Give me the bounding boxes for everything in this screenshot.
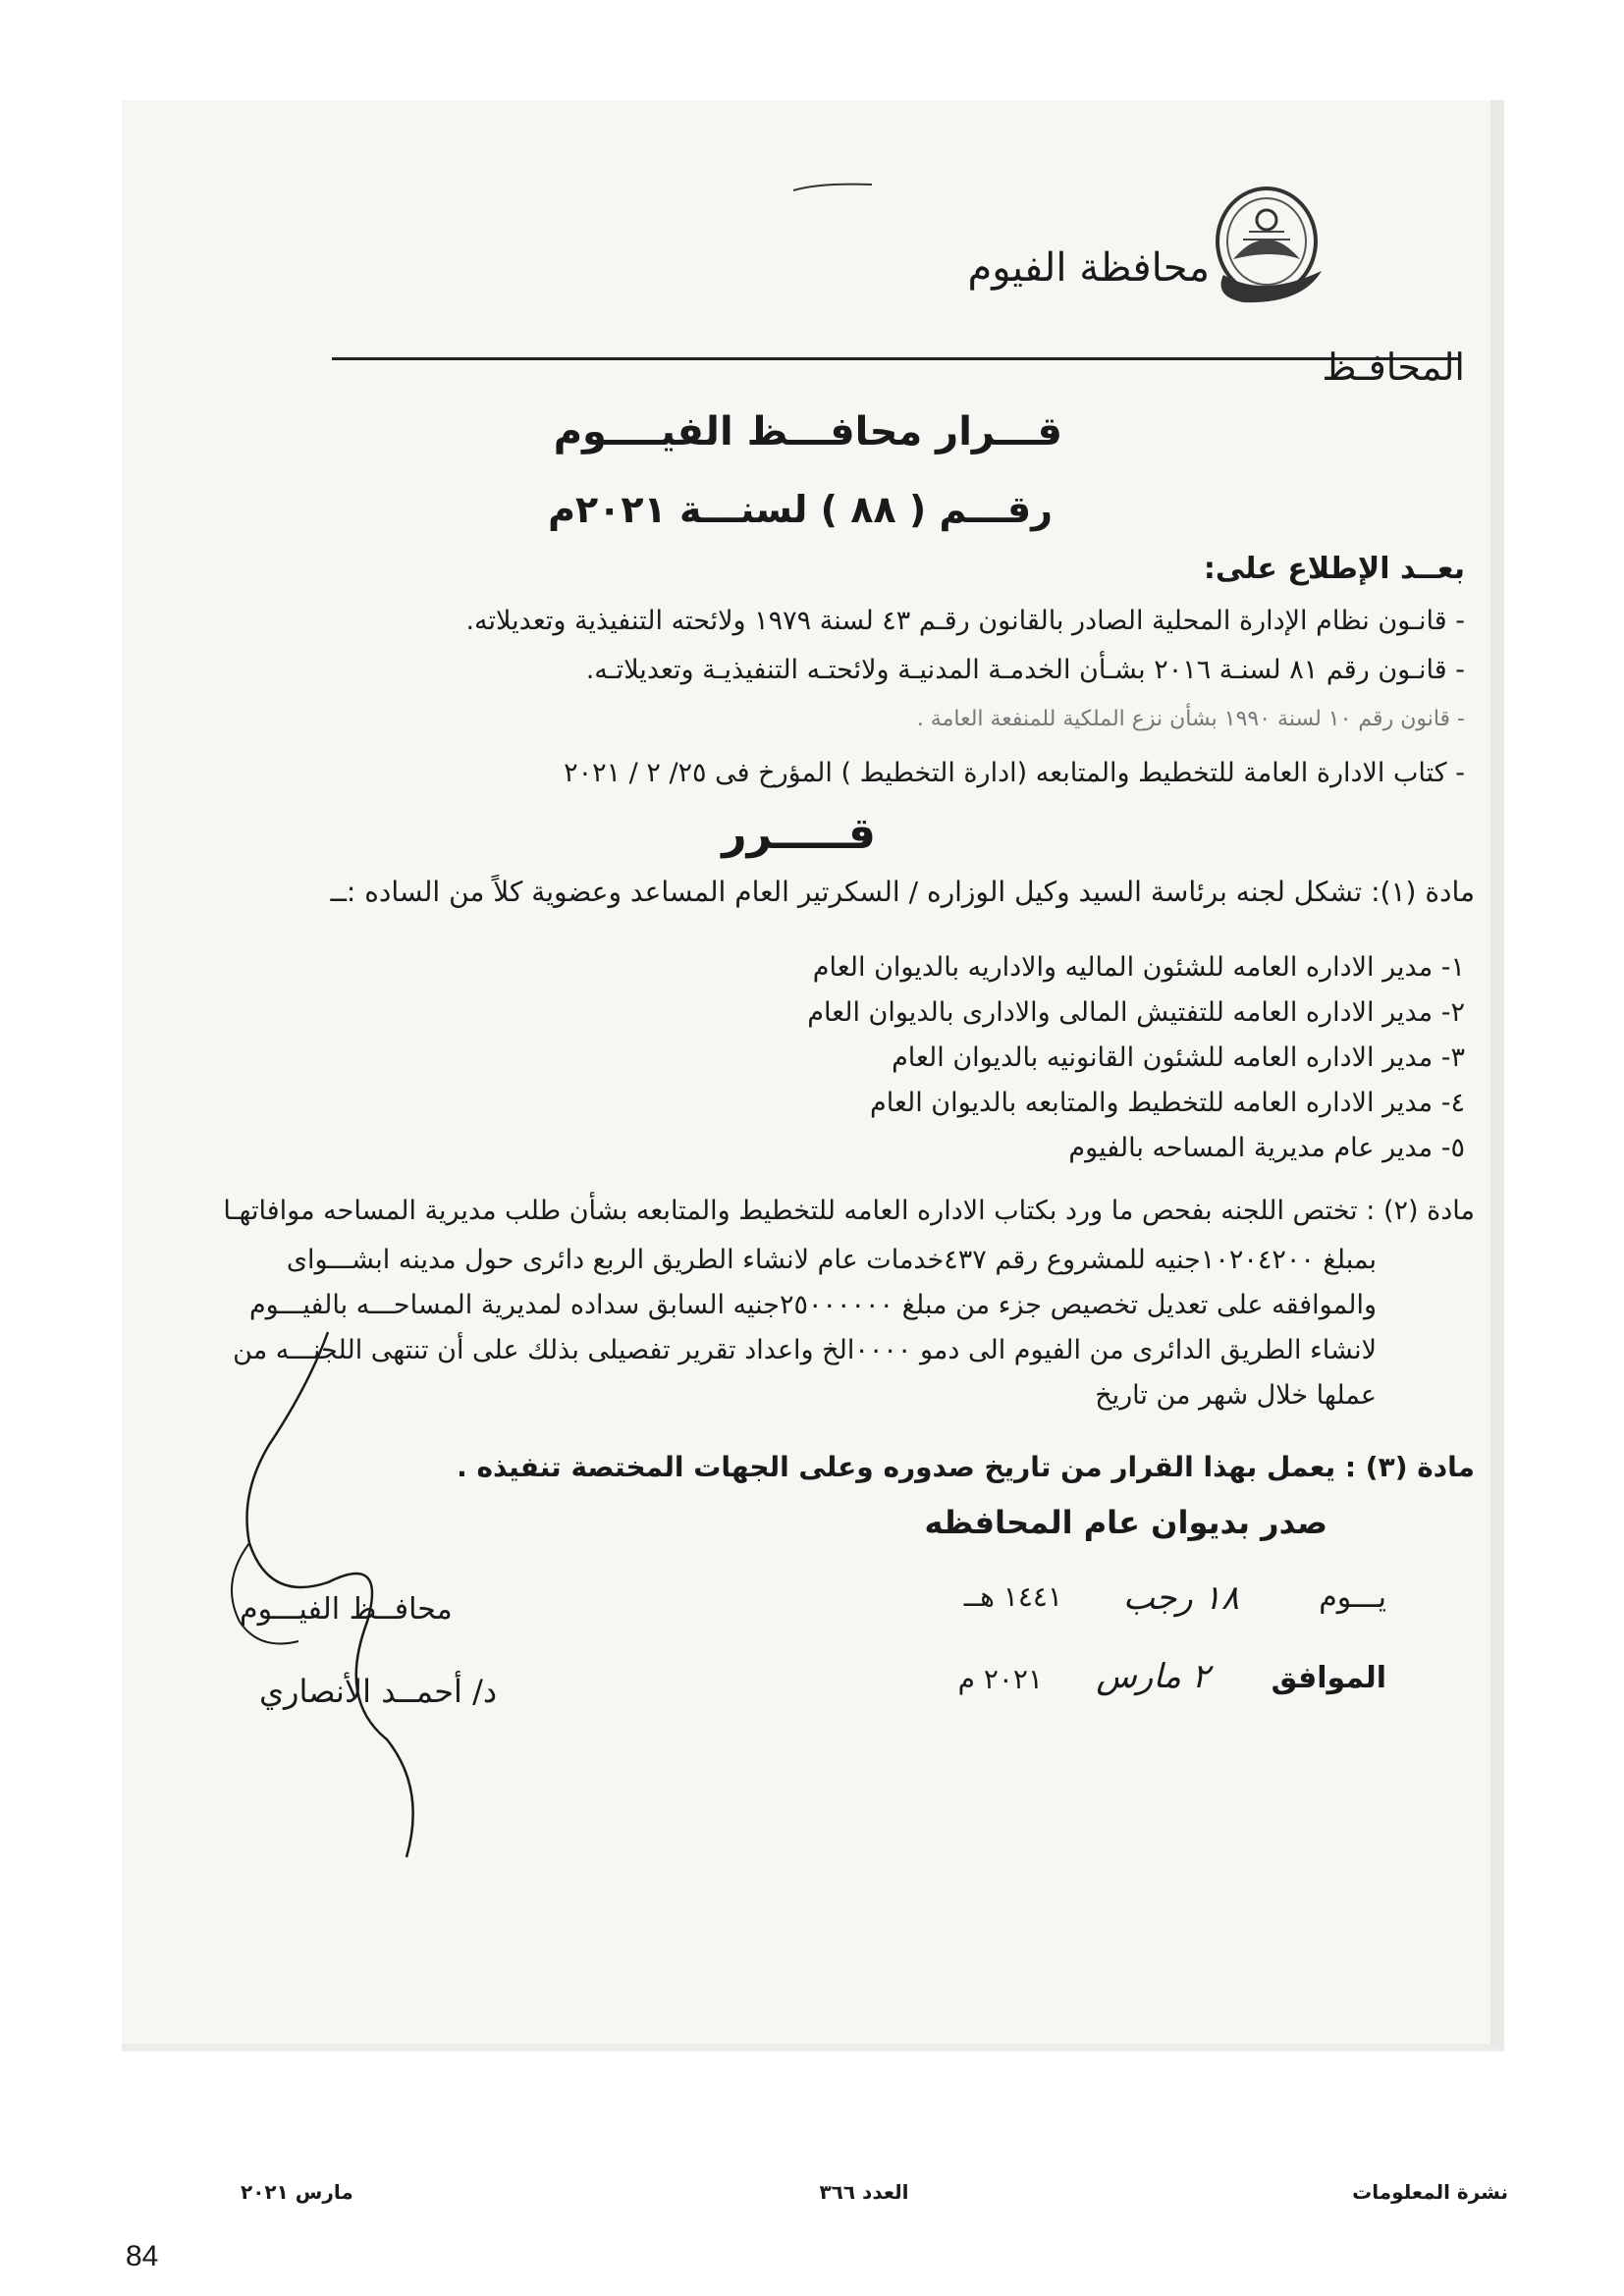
decision-number: رقـــم ( ٨٨ ) لسنـــة ٢٠٢١م <box>548 488 1053 531</box>
page-number: 84 <box>126 2240 159 2272</box>
header-rule <box>332 357 1461 360</box>
decision-title: قـــرار محافـــظ الفيــــوم <box>553 409 1062 454</box>
after-review-heading: بعــد الإطلاع على: <box>1203 552 1465 586</box>
scanned-decree <box>122 100 1504 2052</box>
signatory-name: د/ أحمــد الأنصاري <box>259 1673 498 1710</box>
hijri-date-handwritten: ١٨ رجب <box>1122 1578 1239 1618</box>
article-2-line: بمبلغ ١٠٢٠٤٢٠٠جنيه للمشروع رقم ٤٣٧خدمات عام لانشاء الطريق الربع دائرى حول مدينه ابشـــواى <box>286 1245 1377 1275</box>
article-2-line: والموافقه على تعديل تخصيص جزء من مبلغ ٢٥٠٠٠٠٠٠جنيه السابق سداده لمديرية المساحـــه بالفيـــوم <box>248 1290 1377 1320</box>
footer-issue: العدد ٣٦٦ <box>819 2180 909 2204</box>
agreed-label: الموافق <box>1271 1661 1386 1695</box>
scan-edge <box>1490 100 1504 2052</box>
governorate-logo-icon <box>1204 181 1331 318</box>
day-label: يـــوم <box>1319 1580 1386 1615</box>
gregorian-year: ٢٠٢١ م <box>957 1663 1043 1695</box>
reference-item: - قانـون نظام الإدارة المحلية الصادر بالقانون رقـم ٤٣ لسنة ١٩٧٩ ولائحته التنفيذية وتعديلاته. <box>465 606 1465 636</box>
committee-member: ٤- مدير الاداره العامه للتخطيط والمتابعه بالديوان العام <box>870 1088 1465 1118</box>
issued-at: صدر بديوان عام المحافظه <box>924 1504 1327 1541</box>
governorate-name: محافظة الفيوم <box>967 245 1210 291</box>
scan-edge <box>122 2044 1504 2052</box>
reference-item: - قانون رقم ١٠ لسنة ١٩٩٠ بشأن نزع الملكية للمنفعة العامة . <box>916 707 1465 731</box>
footer-date: مارس ٢٠٢١ <box>241 2180 353 2204</box>
header-pen-mark <box>789 177 878 196</box>
decided-heading: قـــــرر <box>722 809 876 859</box>
committee-member: ٥- مدير عام مديرية المساحه بالفيوم <box>1068 1133 1465 1163</box>
article-1: مادة (١): تشكل لجنه برئاسة السيد وكيل الوزاره / السكرتير العام المساعد وعضوية كلاً من الساده :ــ <box>330 876 1475 908</box>
committee-member: ٢- مدير الاداره العامه للتفتيش المالى والادارى بالديوان العام <box>807 997 1465 1028</box>
article-2-line: لانشاء الطريق الدائرى من الفيوم الى دمو ٠٠٠٠الخ واعداد تقرير تفصيلى بذلك على أن تنتهى اللجنـــه من <box>233 1335 1377 1365</box>
governor-title: المحافـظ <box>1322 346 1465 389</box>
article-3: مادة (٣) : يعمل بهذا القرار من تاريخ صدوره وعلى الجهات المختصة تنفيذه . <box>457 1451 1475 1483</box>
signatory-title: محافــظ الفيـــوم <box>240 1592 453 1627</box>
footer-publication: نشرة المعلومات <box>1352 2180 1508 2204</box>
article-2-line: عملها خلال شهر من تاريخ <box>1095 1380 1377 1411</box>
reference-item: - قانـون رقم ٨١ لسنـة ٢٠١٦ بشـأن الخدمـة المدنيـة ولائحتـه التنفيذيـة وتعديلاتـه. <box>585 655 1465 685</box>
committee-member: ١- مدير الاداره العامه للشئون الماليه والاداريه بالديوان العام <box>812 952 1465 983</box>
article-2: مادة (٢) : تختص اللجنه بفحص ما ورد بكتاب الاداره العامه للتخطيط والمتابعه بشأن طلب مديرية المساحه موافاتهـا <box>223 1196 1475 1226</box>
committee-member: ٣- مدير الاداره العامه للشئون القانونيه بالديوان العام <box>892 1042 1465 1073</box>
reference-item: - كتاب الادارة العامة للتخطيط والمتابعه (ادارة التخطيط ) المؤرخ فى ٢٥/ ٢ / ٢٠٢١ <box>564 758 1465 788</box>
gregorian-date-handwritten: ٢ مارس <box>1096 1657 1210 1696</box>
hijri-year: ١٤٤١ هــ <box>963 1580 1062 1613</box>
